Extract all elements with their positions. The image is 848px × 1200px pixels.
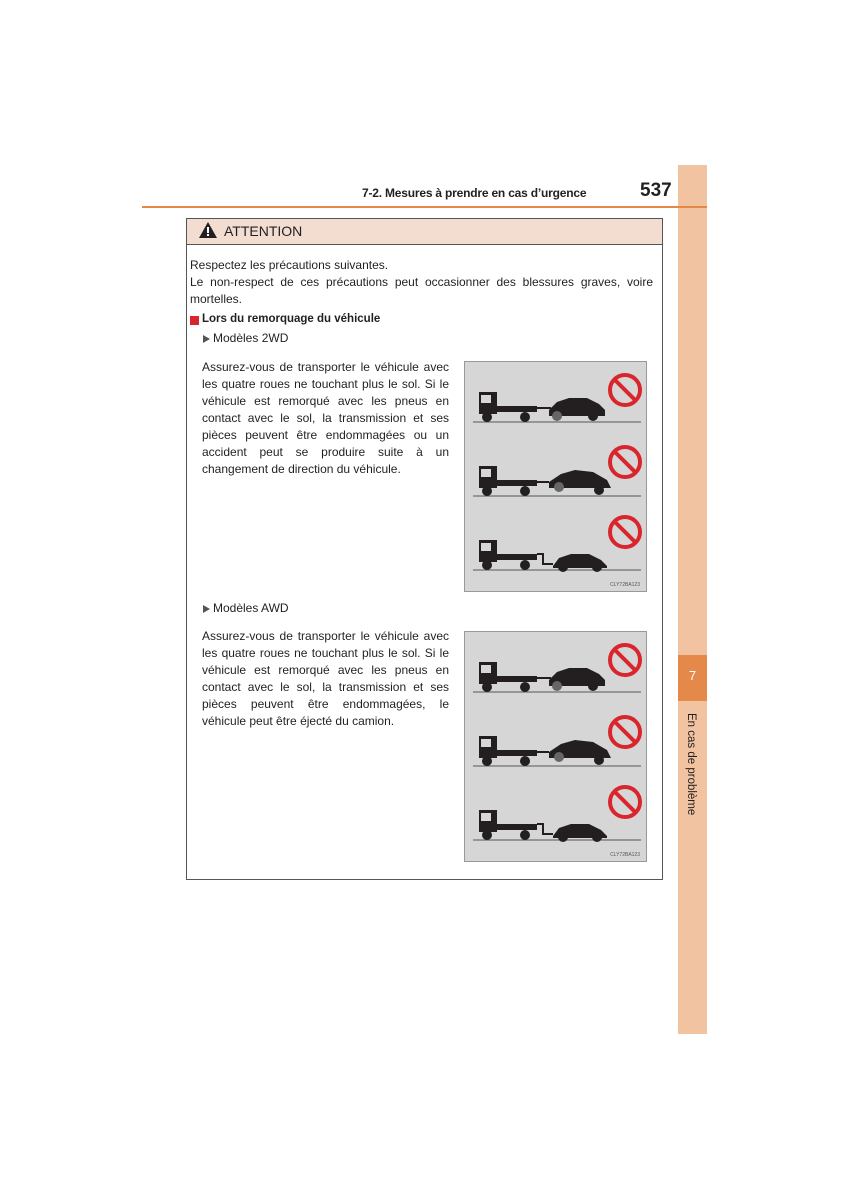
tow-row-2 [473,717,641,766]
warning-triangle-icon [199,222,217,238]
figure-awd [464,631,647,862]
chapter-number: 7 [688,668,697,683]
model-awd-label: Modèles AWD [213,601,289,615]
model-2wd-label: Modèles 2WD [213,331,289,345]
figure-2wd [464,361,647,592]
model-2wd-text: Assurez-vous de transporter le véhicule avec les quatre roues ne touchant plus le sol. Si le véhicule est remorqué avec les pneus en contact avec le sol, la transmission et ses pièces peuvent être endommagées ou un accident peut se produire suite à un changement de direction du véhicule. [202,360,449,476]
tow-illustration-2wd [465,362,646,591]
tow-illustration-awd [465,632,646,861]
section-header: 7-2. Mesures à prendre en cas d’urgence [362,186,587,200]
model-2wd-heading [203,331,288,345]
tow-row-3 [473,787,641,842]
intro-text: Respectez les précautions suivantes. Le non-respect de ces précautions peut occasionner des blessures graves, voire mortelles. [190,258,653,306]
figure-code: CLY72BA123 [610,582,640,588]
triangle-bullet-icon [203,335,210,343]
page-number: 537 [640,180,672,201]
tow-row-2 [473,447,641,496]
section-title: Lors du remorquage du véhicule [202,313,381,325]
triangle-bullet-icon [203,605,210,613]
tow-row-1 [473,375,641,422]
model-awd-text: Assurez-vous de transporter le véhicule avec les quatre roues ne touchant plus le sol. Si le véhicule est remorqué avec les pneus en contact avec le sol, la transmission et ses pièces peuvent être endommagées, le véhicule peut être éjecté du camion. [202,629,449,728]
figure-code: CLY72BA123 [610,852,640,858]
chapter-tab [678,165,707,1034]
model-awd-heading [203,601,289,615]
section-bullet [190,316,199,325]
tow-row-1 [473,645,641,692]
attention-title: ATTENTION [224,223,303,239]
chapter-title: En cas de problème [685,713,697,816]
tow-row-3 [473,517,641,572]
header-rule [142,206,707,208]
